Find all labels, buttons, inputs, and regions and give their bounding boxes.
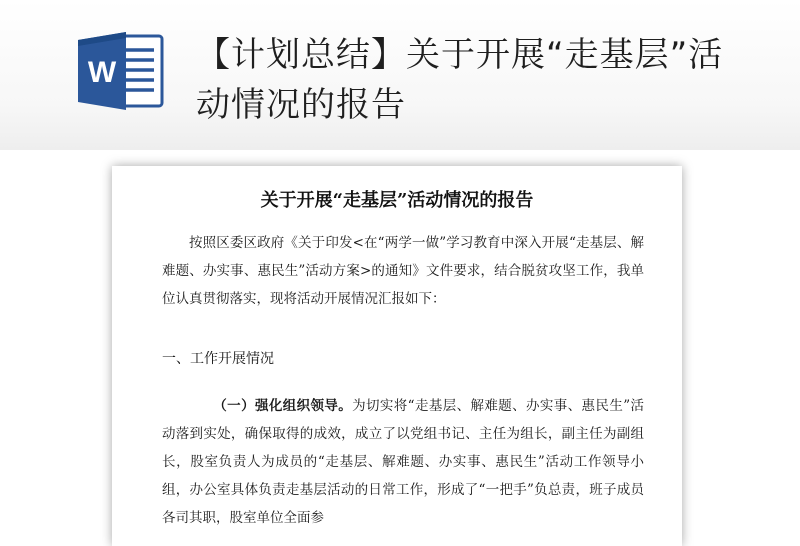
document-title: 关于开展“走基层”活动情况的报告 <box>260 190 534 211</box>
section-heading: 一、工作开展情况 <box>162 351 274 367</box>
intro-paragraph: 按照区委区政府《关于印发<在“两学一做”学习教育中深入开展“走基层、解难题、办实事、惠民生”活动方案>的通知》文件要求，结合脱贫攻坚工作，我单位认真贯彻落实，现将活动开展情况汇报如下： <box>162 235 644 307</box>
svg-text:W: W <box>87 56 117 89</box>
header-title: 【计划总结】关于开展“走基层”活动情况的报告 <box>196 35 724 125</box>
item-lead: （一）强化组织领导。 <box>213 398 353 414</box>
word-icon <box>76 30 164 112</box>
item-text: 为切实将“走基层、解难题、办实事、惠民生”活动落到实处，确保取得的成效，成立了以党组书记、主任为组长，副主任为副组长，股室负责人为成员的“走基层、解难题、办实事、惠民生”活动工作领导小组，办公室具体负责走基层活动的日常工作，形成了“一把手”负总责，班子成员各司其职，股室单位全面参 <box>162 398 644 526</box>
document-page <box>112 166 682 546</box>
body-paragraph <box>162 392 644 532</box>
